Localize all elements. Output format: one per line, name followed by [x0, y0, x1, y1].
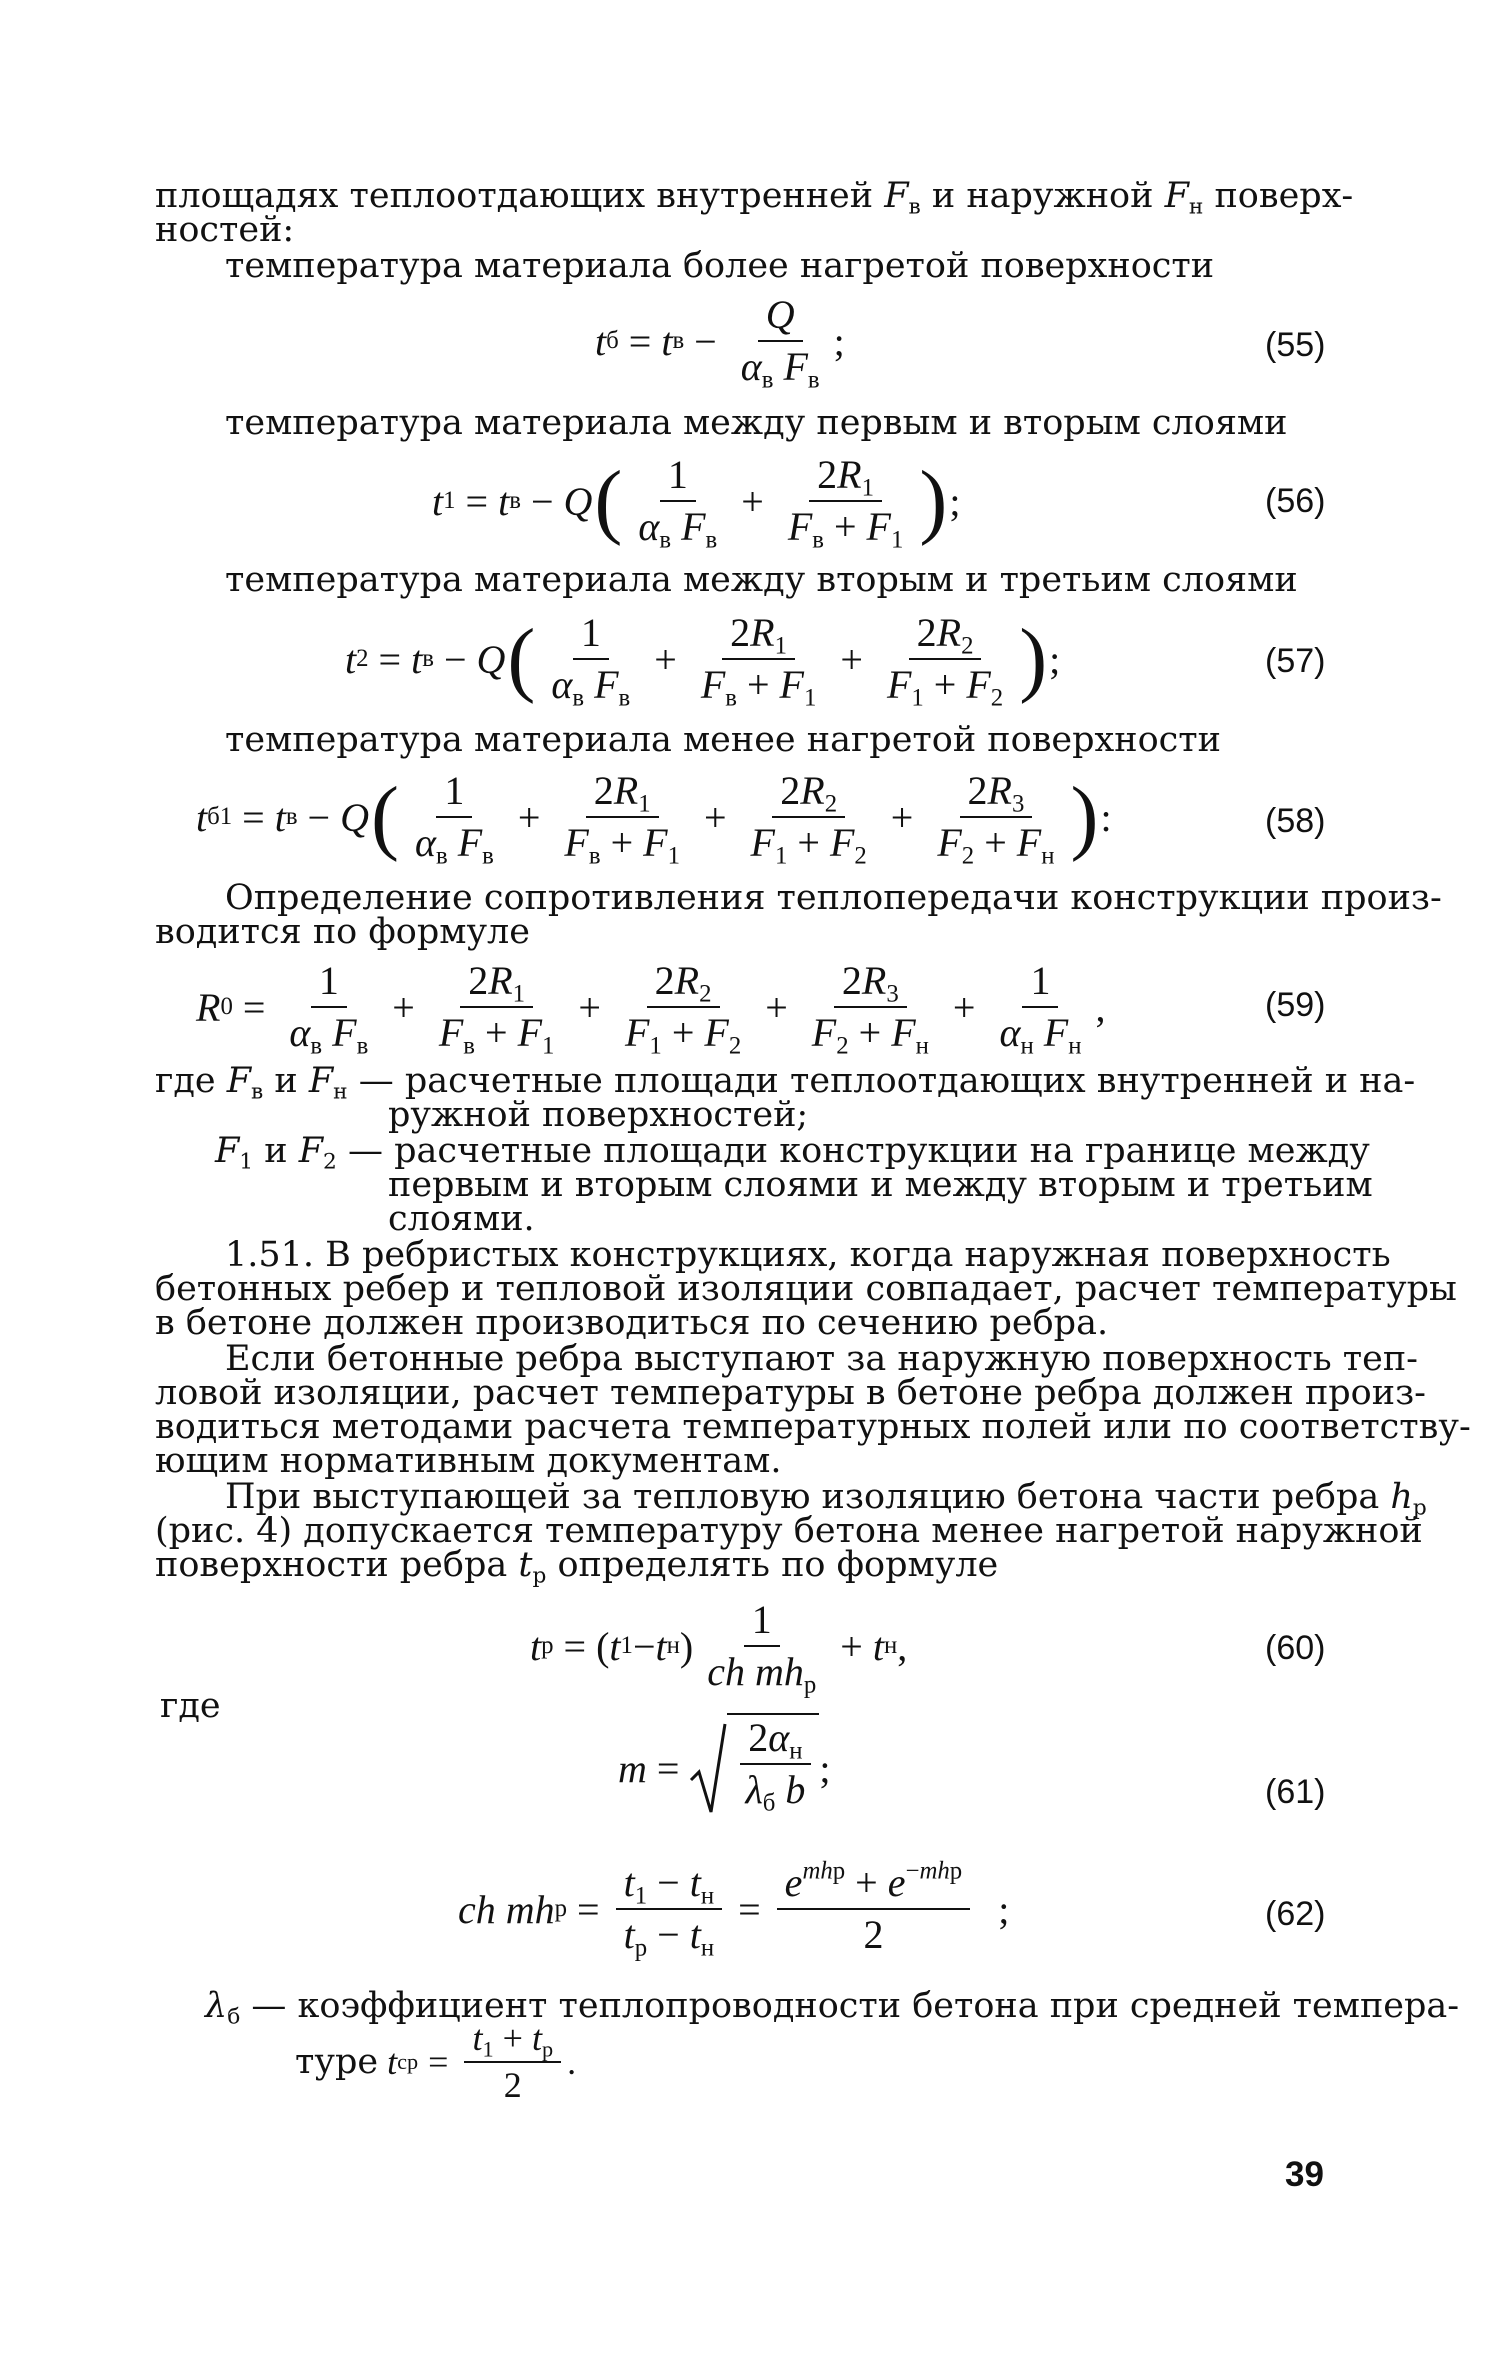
text-line: ностей: — [155, 210, 295, 250]
equation-number: (59) — [1265, 986, 1326, 1024]
text-line: Если бетонные ребра выступают за наружную поверхность теп- — [225, 1339, 1418, 1379]
formula-61: m = $\frac{2\alpha_н}{\lambda_б b}$ ; — [618, 1715, 831, 1817]
text-line: поверхности ребра $t_р$ определять по формуле — [155, 1545, 999, 1589]
text-line: температура материала между первым и вторым слоями — [225, 403, 1288, 443]
formula-59: R 0 = $\frac{1}{\alpha_в F_в}$ + $\frac{2R_1}{F_в + F_1}$ + $\frac{2R_2}{F_1 + F_2}$ + $\frac{2R_3}{F_2 + F_н}$ + $\frac{1}{\alpha_н F_н}$ , — [196, 958, 1106, 1060]
text-line: первым и вторым слоями и между вторым и третьим — [388, 1165, 1373, 1205]
formula-55: t б = t в − $\frac{Q}{\alpha_в F_в}$ ; — [595, 292, 845, 394]
text-line: 1.51. В ребристых конструкциях, когда наружная поверхность — [225, 1235, 1391, 1275]
formula-56: t 1 = t в − Q ( $\frac{1}{\alpha_в F_в}$ + $\frac{2R_1}{F_в + F_1}$ ) ; — [432, 452, 961, 554]
text-line: где $F_в$ и $F_н$ — расчетные площади теплоотдающих внутренней и на- — [155, 1061, 1416, 1105]
text-line: ющим нормативным документам. — [155, 1441, 782, 1481]
text-line: температура материала более нагретой поверхности — [225, 246, 1215, 286]
formula-62: ch mh р = $\frac{t_1 - t_н}{t_р - t_н}$ = $\frac{e^{mhр} + e^{-mhр}}{2}$ ; — [458, 1857, 1010, 1962]
text-line: При выступающей за тепловую изоляцию бетона части ребра $h_р$ — [225, 1477, 1427, 1521]
page-number: 39 — [1285, 2155, 1324, 2194]
text-line: ловой изоляции, расчет температуры в бетоне ребра должен произ- — [155, 1373, 1426, 1413]
formula-57: t 2 = t в − Q ( $\frac{1}{\alpha_в F_в}$ + $\frac{2R_1}{F_в + F_1}$ + $\frac{2R_2}{F_1 + F_2}$ ) ; — [345, 610, 1061, 712]
equation-number: (56) — [1265, 482, 1326, 520]
text-line: $\lambda_б$ — коэффициент теплопроводности бетона при средней темпера- — [205, 1986, 1460, 2030]
text-line: площадях теплоотдающих внутренней $F_в$ и наружной $F_н$ поверх- — [155, 176, 1354, 220]
equation-number: (55) — [1265, 326, 1326, 364]
formula-tcp: туре t ср = $\frac{t_1 + t_р}{2}$ . — [295, 2018, 577, 2106]
text-line: Определение сопротивления теплопередачи конструкции произ- — [225, 878, 1442, 918]
equation-number: (57) — [1265, 642, 1326, 680]
text-line: слоями. — [388, 1199, 535, 1239]
sqrt-icon — [689, 1720, 727, 1816]
text-line: температура материала между вторым и третьим слоями — [225, 560, 1298, 600]
text-line: бетонных ребер и тепловой изоляции совпадает, расчет температуры — [155, 1269, 1457, 1309]
equation-number: (58) — [1265, 802, 1326, 840]
text-line: водиться методами расчета температурных полей или по соответству- — [155, 1407, 1471, 1447]
formula-58: t б1 = t в − Q ( $\frac{1}{\alpha_в F_в}$ + $\frac{2R_1}{F_в + F_1}$ + $\frac{2R_2}{F_1 + F_2}$ + $\frac{2R_3}{F_2 + F_н}$ ) : — [196, 768, 1112, 870]
text-line: в бетоне должен производиться по сечению ребра. — [155, 1303, 1109, 1343]
equation-number: (62) — [1265, 1895, 1326, 1933]
text-line: водится по формуле — [155, 912, 530, 952]
text-line: (рис. 4) допускается температуру бетона менее нагретой наружной — [155, 1511, 1423, 1551]
text-line: $F_1$ и $F_2$ — расчетные площади конструкции на границе между — [215, 1131, 1370, 1175]
text-line: ружной поверхностей; — [388, 1095, 809, 1135]
equation-number: (61) — [1265, 1773, 1326, 1811]
formula-60: t р = ( t 1 − t н ) $\frac{1}{ch mh_р}$ + t н , — [530, 1597, 908, 1699]
equation-number: (60) — [1265, 1629, 1326, 1667]
text-line: температура материала менее нагретой поверхности — [225, 720, 1221, 760]
text-line: где — [160, 1686, 221, 1726]
